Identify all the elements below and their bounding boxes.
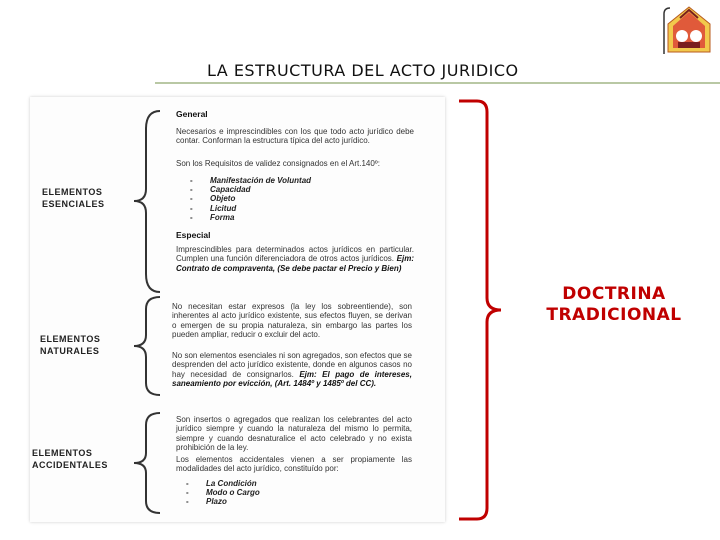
brace-esenciales <box>130 109 166 294</box>
label-esenciales <box>42 186 105 210</box>
label-naturales-line2: NATURALES <box>40 346 100 356</box>
slide-title: LA ESTRUCTURA DEL ACTO JURIDICO <box>207 61 519 80</box>
general-text: Necesarios e imprescindibles con los que todo acto jurídico debe contar. Conforman la estructura típica del acto jurídico. <box>176 127 414 146</box>
brace-naturales <box>130 295 166 397</box>
university-logo-icon <box>660 4 718 56</box>
accidentales-list <box>186 479 260 507</box>
title-divider <box>155 82 720 84</box>
esenciales-list <box>190 176 311 222</box>
accidentales-text2: Los elementos accidentales vienen a ser propiamente las modalidades del acto jurídico, constituído por: <box>176 455 412 474</box>
naturales-text1: No necesitan estar expresos (la ley los sobreentiende), son inherentes al acto jurídico existente, sus efectos fluyen, se derivan o emergen de su propia naturaleza, sin embargo las partes los pueden ampliar, reducir o excluir del acto. <box>172 302 412 339</box>
content-panel <box>30 97 445 522</box>
list-item: - Manifestación de Voluntad <box>190 176 312 185</box>
list-item: - Plazo <box>186 497 227 507</box>
especial-example: Ejm: Contrato de compraventa, (Se debe pactar el Precio y Bien) <box>176 254 414 273</box>
label-esenciales-line1: ELEMENTOS <box>42 187 103 197</box>
especial-text: Imprescindibles para determinados actos jurídicos en particular. Cumplen una función diferenciadora de otros actos jurídicos. Ejm: Contrato de compraventa, (Se debe pactar el Precio y Bien) <box>176 245 414 273</box>
especial-header: Especial <box>176 230 211 240</box>
label-accidentales-line1: ELEMENTOS <box>32 448 93 458</box>
requisitos-text: Son los Requisitos de validez consignados en el Art.140º: <box>176 159 380 168</box>
list-item: - Modo o Cargo <box>186 488 260 498</box>
accidentales-text1: Son insertos o agregados que realizan los celebrantes del acto jurídico siempre y cuando la naturaleza del mismo lo permita, siempre y cuando desnaturalice el acto celebrado y no exista prohibición de la ley. <box>176 415 412 452</box>
list-item: - Licitud <box>190 203 237 213</box>
doctrina-tradicional-label <box>535 284 693 326</box>
general-header: General <box>176 109 208 119</box>
list-item: - Capacidad <box>190 185 251 195</box>
big-bracket <box>455 98 505 523</box>
label-naturales <box>40 333 100 357</box>
list-item: - La Condición <box>186 479 257 488</box>
brace-accidentales <box>130 411 166 515</box>
list-item: - Forma <box>190 212 235 222</box>
label-naturales-line1: ELEMENTOS <box>40 334 101 344</box>
list-item: - Objeto <box>190 194 236 204</box>
doctrina-line2: TRADICIONAL <box>546 305 682 325</box>
label-esenciales-line2: ESENCIALES <box>42 199 105 209</box>
naturales-text2: No son elementos esenciales ni son agregados, son efectos que se desprenden del acto jurídico existente, donde en algunos casos no hay necesidad de consignarlos. Ejm: El pago de intereses, saneamiento por evicción, (Art. 1484º y 1485º del CC). <box>172 351 412 388</box>
doctrina-line1: DOCTRINA <box>562 284 666 304</box>
label-accidentales-line2: ACCIDENTALES <box>32 460 108 470</box>
naturales-example: Ejm: El pago de intereses, saneamiento por evicción, (Art. 1484º y 1485º del CC). <box>172 369 412 388</box>
label-accidentales <box>32 447 108 471</box>
